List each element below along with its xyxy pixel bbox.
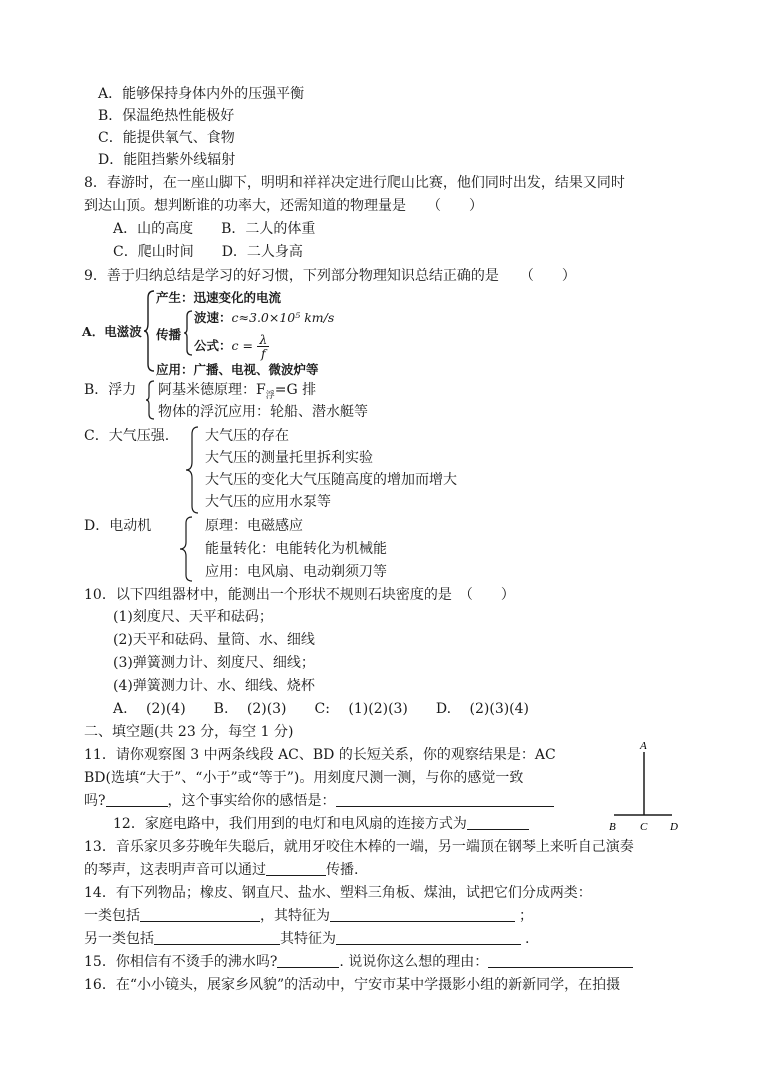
q10-item4: (4)弹簧测力计、水、细线、烧杯	[113, 678, 315, 694]
q9-a-produce: 产生：迅速变化的电流	[156, 290, 282, 305]
q14-answer-blank-1[interactable]	[140, 906, 260, 922]
q9-a-inner-brace-icon	[184, 310, 194, 356]
q9-a-apply: 应用：广播、电视、微波炉等	[156, 362, 319, 377]
q14-row1	[84, 906, 533, 926]
q9-a-label: A．电滋波	[82, 324, 142, 339]
q9-a-formula-label: 公式：	[194, 338, 232, 353]
q14-answer-blank-4[interactable]	[336, 929, 521, 945]
q9-a-formula-lhs: c =	[231, 338, 253, 353]
q9-b-item1-post: =G 排	[274, 382, 317, 398]
q8-options-row1: A．山的高度 B．二人的体重	[113, 221, 316, 237]
q11-figure-label-c: C	[640, 821, 648, 833]
q9-a-propagate: 传播	[156, 327, 182, 342]
q7-option-b: B．保温绝热性能极好	[98, 108, 235, 124]
q8-line2: 到达山顶。想判断谁的功率大，还需知道的物理量是 （ ）	[84, 198, 483, 214]
q9-a-formula-fraction	[257, 333, 269, 360]
q9-c-label: C．大气压强.	[84, 428, 170, 444]
q9-c-item2: 大气压的测量托里拆利实验	[205, 450, 373, 466]
q9-b-item2: 物体的浮沉应用：轮船、潜水艇等	[158, 404, 368, 420]
q9-d-item3: 应用：电风扇、电动剃须刀等	[205, 564, 387, 580]
q7-option-a: A．能够保持身体内外的压强平衡	[98, 86, 305, 102]
q15-answer-blank-1[interactable]	[277, 952, 339, 968]
q15-question: 15．你相信有不烫手的沸水吗?	[84, 954, 278, 970]
q7-option-c: C．能提供氧气、食物	[98, 130, 235, 146]
q13-line2-suffix: 传播.	[326, 862, 359, 878]
q13-answer-blank[interactable]	[266, 860, 326, 876]
q10-item3: (3)弹簧测力计、刻度尺、细线；	[113, 655, 315, 671]
q9-b-item1-pre: 阿基米德原理：F	[158, 382, 266, 398]
q11-figure-label-b: B	[609, 821, 616, 833]
q11-line3-prefix: 吗?	[84, 793, 106, 809]
q9-c-brace-icon	[186, 426, 200, 514]
q9-a-formula	[194, 331, 269, 361]
q10-item2: (2)天平和砝码、量筒、水、细线	[113, 632, 315, 648]
q9-d-brace-icon	[180, 516, 194, 582]
q9-c-item3: 大气压的变化大气压随高度的增加而增大	[205, 472, 457, 488]
q14-row2-prefix: 另一类包括	[84, 931, 154, 947]
q14-answer-blank-3[interactable]	[154, 929, 280, 945]
q10-stem: 10．以下四组器材中，能测出一个形状不规则石块密度的是 （ ）	[84, 587, 515, 603]
q16-line1: 16．在“小小镜头，展家乡风貌”的活动中，宁安市某中学摄影小组的新新同学，在拍摄	[84, 977, 621, 993]
q11-figure-label-d: D	[670, 821, 678, 833]
q11-figure-label-a: A	[640, 740, 647, 752]
q12-line	[113, 814, 529, 834]
q14-row1-prefix: 一类包括	[84, 908, 140, 924]
q9-b-brace-icon	[146, 380, 156, 420]
q11-line3-text: ，这个事实给你的感悟是：	[167, 793, 336, 809]
q9-d-item1: 原理：电磁感应	[205, 518, 303, 534]
q8-line1: 8．春游时，在一座山脚下，明明和祥祥决定进行爬山比赛，他们同时出发，结果又同时	[84, 175, 625, 191]
q11-answer-blank-1[interactable]	[106, 791, 168, 807]
q9-a-speed-formula: c≈3.0×10⁵ km/s	[231, 310, 335, 325]
q9-a-brace-icon	[144, 290, 156, 372]
q11-line2: BD(选填“大于”、“小于”或“等于”)。用刻度尺测一测，与你的感觉一致	[84, 770, 524, 786]
q14-row2	[84, 929, 529, 949]
q14-row2-suffix: .	[525, 931, 530, 947]
q11-line3	[84, 791, 554, 811]
q9-a-speed	[194, 308, 334, 328]
q9-c-item4: 大气压的应用水泵等	[205, 494, 331, 510]
q14-line1: 14．有下列物品；橡皮、钢直尺、盐水、塑料三角板、煤油，试把它们分成两类：	[84, 885, 592, 901]
q13-line2-text: 的琴声，这表明声音可以通过	[84, 862, 266, 878]
q9-b-item1-sub: 浮	[265, 390, 275, 401]
q9-b-label: B．浮力	[84, 382, 137, 398]
q9-d-label: D．电动机	[84, 518, 152, 534]
q10-item1: (1)刻度尺、天平和砝码；	[113, 609, 273, 625]
q9-a-formula-denominator: f	[260, 346, 266, 361]
q9-stem: 9．善于归纳总结是学习的好习惯，下列部分物理知识总结正确的是 （ ）	[84, 268, 576, 284]
q8-options-row2: C．爬山时间 D．二人身高	[113, 244, 303, 260]
q14-answer-blank-2[interactable]	[330, 906, 515, 922]
q7-option-d: D．能阻挡紫外线辐射	[98, 152, 236, 168]
q11-answer-blank-2[interactable]	[336, 791, 554, 807]
section2-title: 二、填空题(共 23 分，每空 1 分)	[84, 724, 294, 740]
q9-a-speed-label: 波速：	[194, 310, 232, 325]
q11-line1: 11．请你观察图 3 中两条线段 AC、BD 的长短关系，你的观察结果是：AC	[84, 747, 556, 763]
q15-reason-prompt: . 说说你这么想的理由：	[339, 954, 489, 970]
q9-a-formula-numerator: λ	[259, 332, 268, 347]
q14-row2-mid: 其特征为	[280, 931, 336, 947]
q12-answer-blank[interactable]	[467, 814, 529, 830]
q15-line	[84, 952, 633, 972]
q9-d-item2: 能量转化：电能转化为机械能	[205, 541, 387, 557]
q9-c-item1: 大气压的存在	[205, 428, 289, 444]
q13-line2	[84, 860, 358, 880]
q14-row1-suffix: ；	[519, 908, 533, 924]
q13-line1: 13．音乐家贝多芬晚年失聪后，就用牙咬住木棒的一端，另一端顶在钢琴上来听自己演奏	[84, 839, 634, 855]
q12-text: 12．家庭电路中，我们用到的电灯和电风扇的连接方式为	[113, 816, 467, 832]
q15-answer-blank-2[interactable]	[488, 952, 633, 968]
q11-figure	[604, 738, 684, 834]
q10-options: A. (2)(4) B. (2)(3) C: (1)(2)(3) D. (2)(3)(4)	[113, 701, 530, 717]
q14-row1-mid: ，其特征为	[260, 908, 330, 924]
